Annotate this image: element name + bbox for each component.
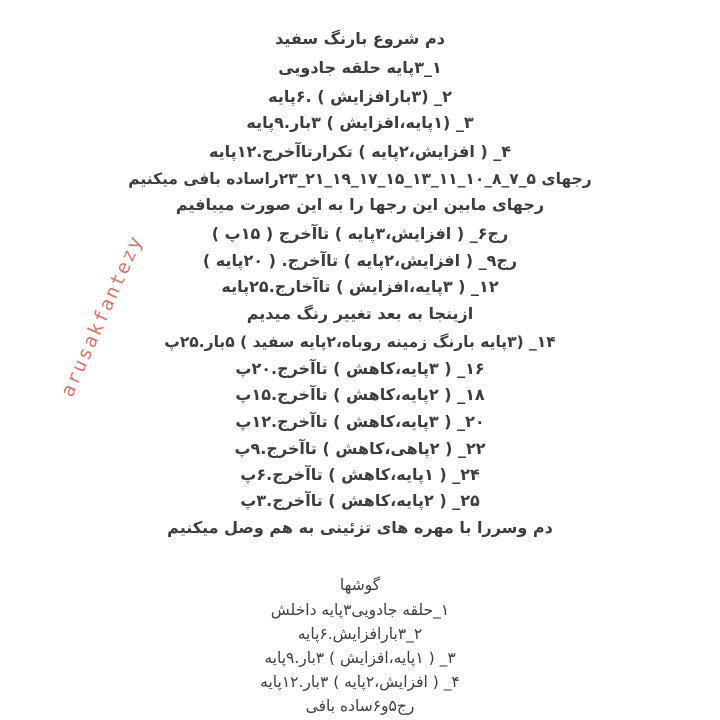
- pattern-between-rows-note: رجهای مابین این رجها را به این صورت میبافیم: [175, 195, 545, 214]
- pattern-row-12: ۱۲_ ( ۳پایه،افزایش ) تاآخارج.۲۵پایه: [221, 277, 499, 296]
- ears-row-1: ۱_حلقه جادویی۳پایه داخلش: [270, 601, 450, 619]
- pattern-row-2: ۲_ (۳بارافزایش ) .۶پایه: [268, 87, 452, 106]
- color-change-note: ازینجا به بعد تغییر رنگ میدیم: [246, 304, 474, 323]
- tail-start-heading: دم شروع بارنگ سفید: [275, 29, 445, 48]
- pattern-row-20: ۲۰_ ( ۳پایه،کاهش ) تاآخرج.۱۲پ: [235, 412, 485, 431]
- pattern-row-22: ۲۲_ ( ۲پاهی،کاهش ) تاآخرج.۹پ: [234, 439, 486, 458]
- ears-row-4: ۴_ ( افزایش،۲پایه ) ۳بار.۱۲پایه: [260, 673, 460, 691]
- pattern-row-3: ۳_ (۱پایه،افزایش ) ۳بار.۹پایه: [246, 113, 474, 132]
- ears-row-2: ۲_۳بارافزایش.۶پایه: [297, 625, 423, 643]
- pattern-plain-rows: رجهای ۵_۷_۸_۱۰_۱۱_۱۳_۱۵_۱۷_۱۹_۲۱_۲۳راساده بافی میکنیم: [128, 170, 592, 188]
- author-watermark: arusakfantezy: [56, 231, 148, 401]
- pattern-row-16: ۱۶_ ( ۳پایه،کاهش ) تاآخرج.۲۰پ: [235, 359, 485, 378]
- pattern-row-9: رج۹_ ( افزایش،۲پایه ) تاآخرج. ( ۲۰پایه ): [202, 251, 518, 270]
- ears-heading: گوشها: [339, 576, 381, 594]
- pattern-row-4: ۴_ ( افزایش،۲پایه ) تکرارتاآخرج.۱۲پایه: [208, 142, 512, 161]
- pattern-row-14: ۱۴_ (۳پایه بارنگ زمینه روباه،۲پایه سفید ) ۵بار.۲۵پ: [164, 333, 556, 351]
- pattern-row-1: ۱_۳پایه حلقه جادویی: [278, 58, 442, 77]
- pattern-row-25: ۲۵_ ( ۲پایه،کاهش ) تاآخرج.۳پ: [240, 491, 480, 510]
- pattern-row-18: ۱۸_ ( ۲پایه،کاهش ) تاآخرج.۱۵پ: [235, 385, 485, 404]
- tail-head-join-note: دم وسررا با مهره های تزئینی به هم وصل میکنیم: [167, 518, 553, 537]
- pattern-row-24: ۲۴_ ( ۱پایه،کاهش ) تاآخرج.۶پ: [240, 465, 480, 484]
- pattern-row-6: رج۶_ ( افزایش،۳پایه ) تاآخرج ( ۱۵پ ): [211, 224, 509, 243]
- ears-row-3: ۳_ ( ۱پایه،افزایش ) ۳بار.۹پایه: [264, 649, 456, 667]
- ears-row-5-6: رج۵و۶ساده بافی: [305, 697, 415, 715]
